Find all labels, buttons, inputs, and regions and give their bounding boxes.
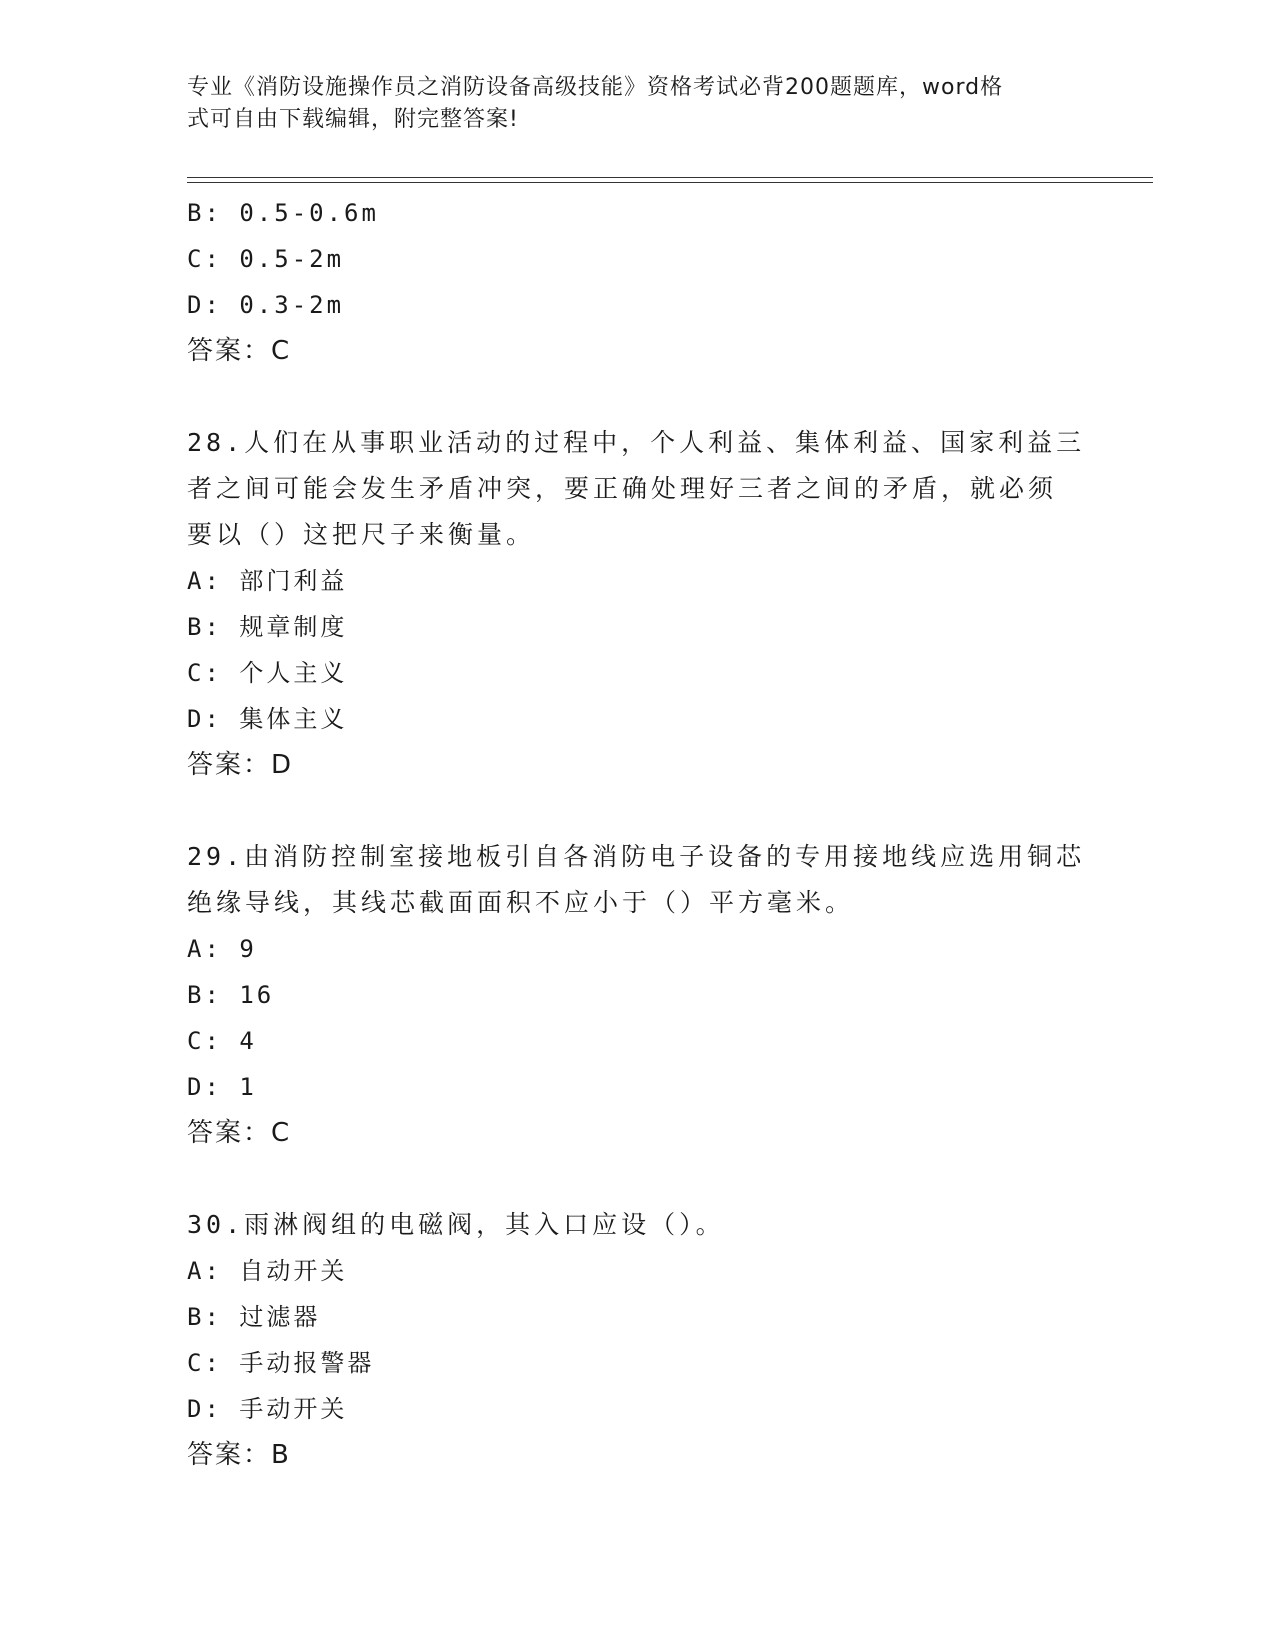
question-29	[187, 834, 1087, 1156]
option-d: D: 集体主义	[187, 705, 348, 733]
question-27-continued	[187, 190, 1087, 374]
option-d: D: 手动开关	[187, 1395, 348, 1423]
header-rule-bottom	[187, 182, 1153, 183]
option-b: B: 过滤器	[187, 1303, 321, 1331]
option-c: C: 4	[187, 1027, 257, 1055]
option-b: B: 规章制度	[187, 613, 348, 641]
question-list	[187, 190, 1087, 1478]
option-c: C: 0.5-2m	[187, 245, 345, 273]
answer: 答案：B	[187, 1440, 291, 1470]
question-text-line: 绝缘导线，其线芯截面面积不应小于（）平方毫米。	[187, 888, 855, 917]
spacer	[187, 1156, 1087, 1202]
question-30	[187, 1202, 1087, 1478]
spacer	[187, 374, 1087, 420]
option-c: C: 手动报警器	[187, 1349, 375, 1377]
spacer	[187, 788, 1087, 834]
option-b: B: 0.5-0.6m	[187, 199, 379, 227]
question-text-line: 29.由消防控制室接地板引自各消防电子设备的专用接地线应选用铜芯	[187, 842, 1086, 871]
question-text-line: 28.人们在从事职业活动的过程中，个人利益、集体利益、国家利益三	[187, 428, 1086, 457]
question-text-line: 30.雨淋阀组的电磁阀，其入口应设（）。	[187, 1210, 725, 1239]
page-header	[187, 72, 1067, 136]
question-28	[187, 420, 1087, 788]
question-text-line: 者之间可能会发生矛盾冲突，要正确处理好三者之间的矛盾，就必须	[187, 474, 1058, 503]
option-a: A: 9	[187, 935, 257, 963]
header-line-1: 专业《消防设施操作员之消防设备高级技能》资格考试必背200题题库，word格	[187, 75, 1004, 100]
option-d: D: 1	[187, 1073, 257, 1101]
option-b: B: 16	[187, 981, 275, 1009]
question-text-line: 要以（）这把尺子来衡量。	[187, 520, 536, 549]
option-d: D: 0.3-2m	[187, 291, 345, 319]
option-c: C: 个人主义	[187, 659, 348, 687]
answer: 答案：D	[187, 750, 294, 780]
header-rule-top	[187, 177, 1153, 178]
header-line-2: 式可自由下载编辑，附完整答案!	[187, 107, 519, 132]
answer: 答案：C	[187, 336, 292, 366]
option-a: A: 部门利益	[187, 567, 348, 595]
answer: 答案：C	[187, 1118, 292, 1148]
option-a: A: 自动开关	[187, 1257, 348, 1285]
